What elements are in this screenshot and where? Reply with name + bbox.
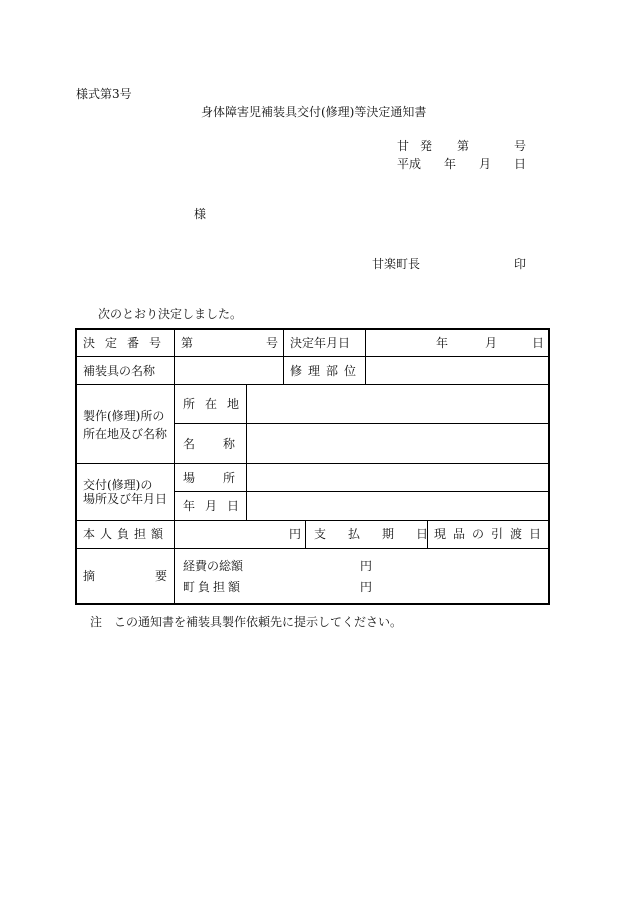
ref-day: 日 [514,157,527,171]
row-divider [174,423,549,424]
row-divider [76,384,549,385]
reference-date [397,157,528,171]
row-divider [174,491,549,492]
summary-label: 摘要 [83,569,228,583]
name-label: 名称 [183,437,264,451]
column-divider [174,329,175,604]
footnote: 注 この通知書を補装具製作依頼先に提示してください。 [90,615,403,629]
delivery-date-label: 現品の引渡日 [434,527,549,541]
row-divider [76,463,549,464]
column-divider [305,520,306,548]
ref-era: 平成 [397,157,422,171]
reference-number [397,139,528,153]
decision-date-label: 決定年月日 [290,336,351,350]
total-cost-yen: 円 [360,559,373,573]
ymd-label: 年月日 [183,499,250,513]
delivery-label-line1: 交付(修理)の [83,478,153,492]
maker-label-line2: 所在地及び名称 [83,427,168,441]
total-cost-label: 経費の総額 [183,559,244,573]
form-number: 様式第3号 [76,87,132,101]
ref-dai-char: 第 [457,139,470,153]
column-divider [365,329,366,384]
decision-number-suffix: 号 [266,336,279,350]
issuer-name: 甘楽町長 [372,257,421,271]
town-burden-yen: 円 [360,580,373,594]
repair-part-label: 修理部位 [290,364,363,378]
self-burden-yen: 円 [289,527,302,541]
self-burden-label: 本人負担額 [83,527,169,541]
document-title: 身体障害児補装具交付(修理)等決定通知書 [201,105,427,119]
row-divider [76,356,549,357]
decision-number-label-text: 決定番号 [83,336,172,350]
intro-text: 次のとおり決定しました。 [98,307,243,321]
town-burden-label: 町負担額 [183,580,244,594]
ref-issue-char: 発 [420,139,433,153]
ref-year: 年 [444,157,457,171]
payment-date-label: 支払期日 [314,527,451,541]
decision-date-month: 月 [485,336,498,350]
maker-label-line1: 製作(修理)所の [83,409,165,423]
decision-date-day: 日 [532,336,545,350]
location-label: 所在地 [183,397,250,411]
device-name-label: 補装具の名称 [83,364,156,378]
ref-go-char: 号 [514,139,527,153]
delivery-label-line2: 場所及び年月日 [83,492,168,506]
row-divider [76,548,549,549]
column-divider [283,329,284,384]
place-label: 場所 [183,471,264,485]
decision-number-prefix: 第 [181,336,194,350]
recipient-honorific: 様 [194,207,207,221]
ref-office-char: 甘 [397,139,410,153]
ref-month: 月 [479,157,492,171]
decision-number-label [83,336,172,350]
decision-date-year: 年 [436,336,449,350]
seal-mark: 印 [514,257,527,271]
row-divider [76,520,549,521]
